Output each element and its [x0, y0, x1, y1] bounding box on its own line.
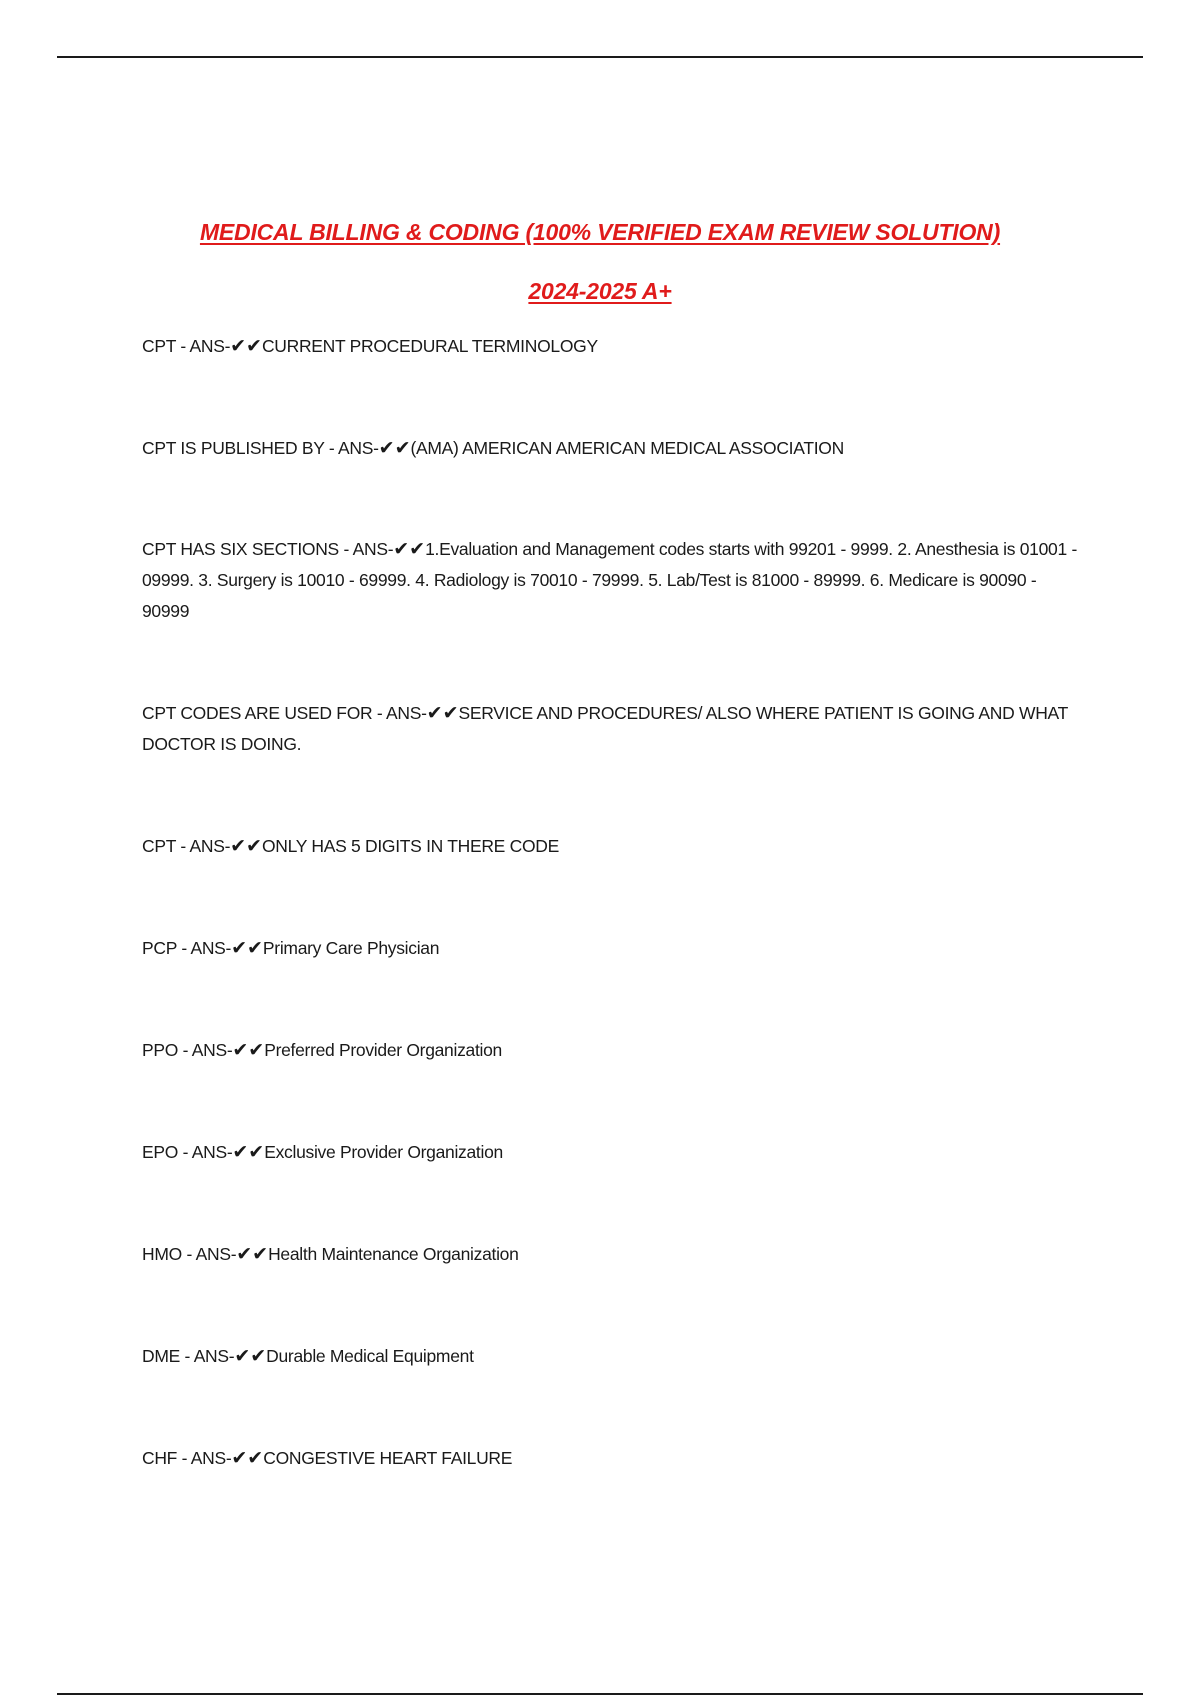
qa-term: PCP - — [142, 938, 191, 958]
top-rule — [57, 56, 1143, 58]
qa-answer: Primary Care Physician — [262, 938, 440, 958]
check-mark-icon: ✔✔ — [426, 703, 459, 724]
check-mark-icon: ✔✔ — [232, 1142, 265, 1163]
check-mark-icon: ✔✔ — [234, 1346, 267, 1367]
qa-item — [142, 1443, 1077, 1474]
answer-marker: ANS- — [191, 1040, 233, 1060]
qa-term: HMO - — [142, 1244, 196, 1264]
qa-item — [142, 1341, 1077, 1372]
answer-marker: ANS- — [190, 938, 232, 958]
qa-term: CPT CODES ARE USED FOR - — [142, 703, 387, 723]
check-mark-icon: ✔✔ — [230, 336, 262, 357]
qa-term: CPT HAS SIX SECTIONS - — [142, 539, 353, 559]
qa-item — [142, 698, 1077, 760]
qa-item — [142, 1035, 1077, 1066]
qa-item — [142, 534, 1077, 627]
qa-term: CPT IS PUBLISHED BY - — [142, 438, 339, 458]
answer-marker: ANS- — [193, 1346, 235, 1366]
qa-answer: Preferred Provider Organization — [264, 1040, 502, 1060]
qa-item — [142, 831, 1077, 862]
answer-marker: ANS- — [386, 703, 427, 723]
answer-marker: ANS- — [338, 438, 379, 458]
answer-marker: ANS- — [189, 336, 231, 356]
qa-answer: Exclusive Provider Organization — [264, 1142, 503, 1162]
qa-item — [142, 433, 1077, 464]
qa-answer: CURRENT PROCEDURAL TERMINOLOGY — [261, 336, 598, 356]
check-mark-icon: ✔✔ — [231, 938, 263, 959]
bottom-rule — [57, 1693, 1143, 1695]
qa-answer: Health Maintenance Organization — [268, 1244, 519, 1264]
qa-answer: CONGESTIVE HEART FAILURE — [263, 1448, 513, 1468]
qa-term: CPT - — [142, 836, 190, 856]
check-mark-icon: ✔✔ — [232, 1040, 265, 1061]
check-mark-icon: ✔✔ — [230, 836, 262, 857]
check-mark-icon: ✔✔ — [393, 539, 426, 560]
qa-answer: (AMA) AMERICAN AMERICAN MEDICAL ASSOCIATION — [410, 438, 844, 458]
qa-term: CHF - — [142, 1448, 191, 1468]
check-mark-icon: ✔✔ — [231, 1448, 264, 1469]
answer-marker: ANS- — [189, 836, 231, 856]
qa-item — [142, 331, 1077, 362]
qa-term: CPT - — [142, 336, 190, 356]
qa-term: PPO - — [142, 1040, 192, 1060]
qa-term: DME - — [142, 1346, 194, 1366]
answer-marker: ANS- — [352, 539, 394, 559]
qa-answer: Durable Medical Equipment — [266, 1346, 474, 1366]
qa-item — [142, 1137, 1077, 1168]
answer-marker: ANS- — [191, 1142, 233, 1162]
check-mark-icon: ✔✔ — [236, 1244, 269, 1265]
answer-marker: ANS- — [195, 1244, 237, 1264]
document-title: MEDICAL BILLING & CODING (100% VERIFIED EXAM REVIEW SOLUTION) — [199, 219, 1001, 245]
document-subtitle: 2024-2025 A+ — [528, 278, 672, 304]
qa-answer: SERVICE AND PROCEDURES/ ALSO WHERE PATIENT IS GOING AND WHAT DOCTOR IS DOING. — [142, 703, 1068, 754]
qa-answer: ONLY HAS 5 DIGITS IN THERE CODE — [261, 836, 559, 856]
answer-marker: ANS- — [190, 1448, 232, 1468]
qa-item — [142, 933, 1077, 964]
check-mark-icon: ✔✔ — [378, 438, 411, 459]
qa-term: EPO - — [142, 1142, 192, 1162]
qa-item — [142, 1239, 1077, 1270]
qa-answer: 1.Evaluation and Management codes starts with 99201 - 9999. 2. Anesthesia is 01001 - 09999. 3. Surgery is 10010 - 69999. 4. Radiology is 70010 - 79999. 5. Lab/Test is 81000 - 89999. 6. Medicare is 90090 - 90999 — [142, 539, 1077, 621]
